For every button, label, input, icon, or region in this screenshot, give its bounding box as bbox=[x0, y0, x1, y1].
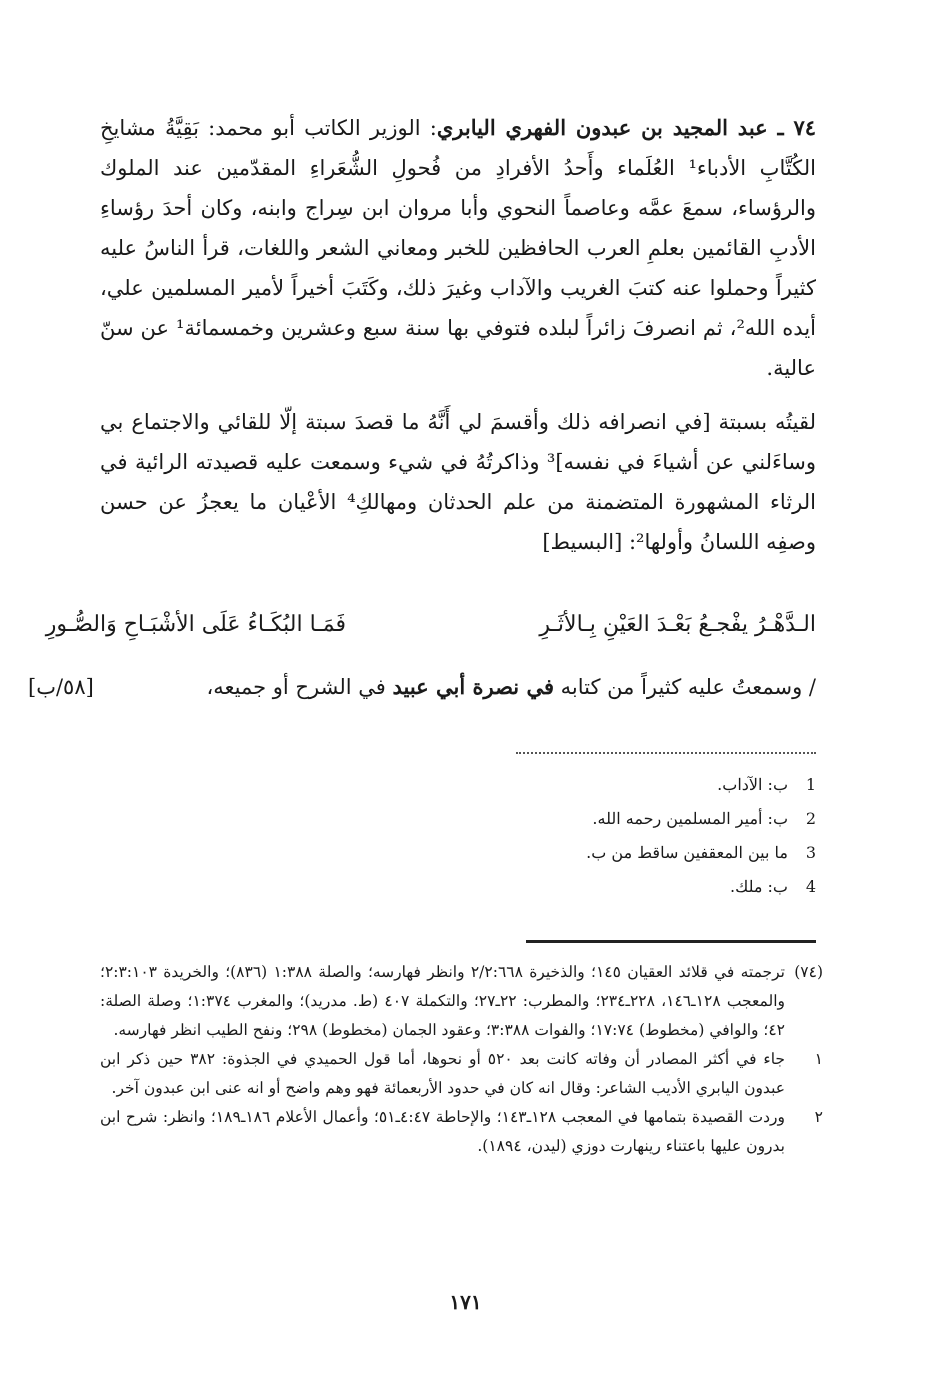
variant-note: 3ما بين المعقفين ساقط من ب. bbox=[586, 843, 816, 862]
footnote-number: (٧٤) bbox=[794, 963, 823, 981]
footnote-text: جاء في أكثر المصادر أن وفاته كانت بعد ٥٢٠ أو نحوها، أما قول الحميدي في الجذوة: ٣٨٢ حين ذكر ابن عبدون اليابري الأديب الشاعر: وقال انه كان في حدود الأربعمائة فهو وهم واضح أو انه عنى ابن عبدون آخر. bbox=[100, 1050, 786, 1097]
variant-notes bbox=[396, 768, 816, 904]
entry-paragraph bbox=[100, 108, 816, 388]
closing-line bbox=[28, 667, 816, 707]
variant-note: 2ب: أمير المسلمين رحمه الله. bbox=[592, 809, 816, 828]
folio-marker: [٥٨/ب] bbox=[28, 675, 94, 699]
entry-body: : الوزير الكاتب أبو محمد: بَقِيَّةُ مشايخِ الكُتَّابِ الأدباء¹ العُلَماء وأَحدُ الأفرادِ من فُحولِ الشُّعَراءِ المقدّمين عند الملوك والرؤساء، سمعَ عمَّه وعاصماً النحوي وأبا مروان ابن سِراج وابنه، وكان أحدَ رؤساءِ الأدبِ القائمين بعلمِ العرب الحافظين للخبر ومعاني الشعر واللغات، قرأ الناسُ عليه كثيراً وحملوا عنه كتبَ الغريب والآداب وغيرَ ذلك، وكَتَبَ أخيراً لأمير المسلمين علي، أيده الله²، ثم انصرفَ زائراً لبلده فتوفي بها سنة سبع وعشرين وخمسمائة¹ عن سنّ عالية. bbox=[100, 116, 817, 380]
variant-note: 1ب: الآداب. bbox=[717, 775, 816, 794]
footnote bbox=[100, 958, 823, 1045]
footnote-text: ترجمته في قلائد العقيان ١٤٥؛ والذخيرة ٢/٢:٦٦٨ وانظر فهارسه؛ والصلة ١:٣٨٨ (٨٣٦)؛ والخريدة ٢:٣:١٠٣؛ والمعجب ١٢٨ـ١٤٦، ٢٢٨ـ٢٣٤؛ والمطرب: ٢٢ـ٢٧؛ والتكملة ٤٠٧ (ط. مدريد)؛ والمغرب ١:٣٧٤؛ وصلة الصلة: ٤٢؛ والوافي (مخطوط) ١٧:٧٤؛ والفوات ٣:٣٨٨؛ وعقود الجمان (مخطوط) ٢٩٨؛ ونفح الطيب انظر فهارسه. bbox=[100, 963, 785, 1039]
main-text bbox=[100, 108, 816, 576]
footnote-number: ١ bbox=[814, 1050, 823, 1068]
verse-second-hemistich: فَمَـا البُكَـاءُ عَلَى الأشْبَـاحِ وَالصُّـورِ bbox=[45, 612, 346, 637]
closing-text-end: في الشرح أو جميعه، bbox=[206, 675, 386, 699]
page-number: ١٧١ bbox=[449, 1290, 482, 1314]
second-paragraph: لقيتُه بسبتة [في انصرافه ذلك وأقسمَ لي أَنَّهُ ما قصدَ سبتة إلّا للقائي والاجتماع بي وساءَلني عن أشياءَ في نفسه]³ وذاكرتُهُ في شيء وسمعت عليه قصيدته الرائية في الرثاء المشهورة المتضمنة من علم الحدثان ومهالكِ⁴ الأعْيان ما يعجزُ عن حسن وصفِه اللسانُ وأولها²: [البسيط] bbox=[100, 410, 817, 554]
footnote bbox=[100, 1045, 823, 1103]
closing-text-bold: في نصرة أبي عبيد bbox=[392, 674, 554, 699]
dotted-separator bbox=[516, 752, 816, 754]
variant-note: 4ب: ملك. bbox=[730, 877, 816, 896]
closing-text-start: / وسمعتُ عليه كثيراً من كتابه bbox=[560, 675, 816, 699]
entry-heading: ٧٤ ـ عبد المجيد بن عبدون الفهري اليابري bbox=[436, 115, 816, 140]
footnote-rule bbox=[526, 940, 816, 943]
verse-first-hemistich: الـدَّهْـرُ يفْجـعُ بَعْـدَ العَيْنِ بِـالأثَـرِ bbox=[539, 612, 816, 637]
footnote-text: وردت القصيدة بتمامها في المعجب ١٢٨ـ١٤٣؛ والإحاطة ٤:٤٧ـ٥١؛ وأعمال الأعلام ١٨٦ـ١٨٩؛ وانظر: شرح ابن بدرون عليها باعتناء رينهارت دوزي (ليدن، ١٨٩٤). bbox=[100, 1108, 785, 1155]
footnote-number: ٢ bbox=[814, 1108, 823, 1126]
footnote bbox=[100, 1103, 823, 1161]
editor-footnotes bbox=[100, 958, 823, 1161]
